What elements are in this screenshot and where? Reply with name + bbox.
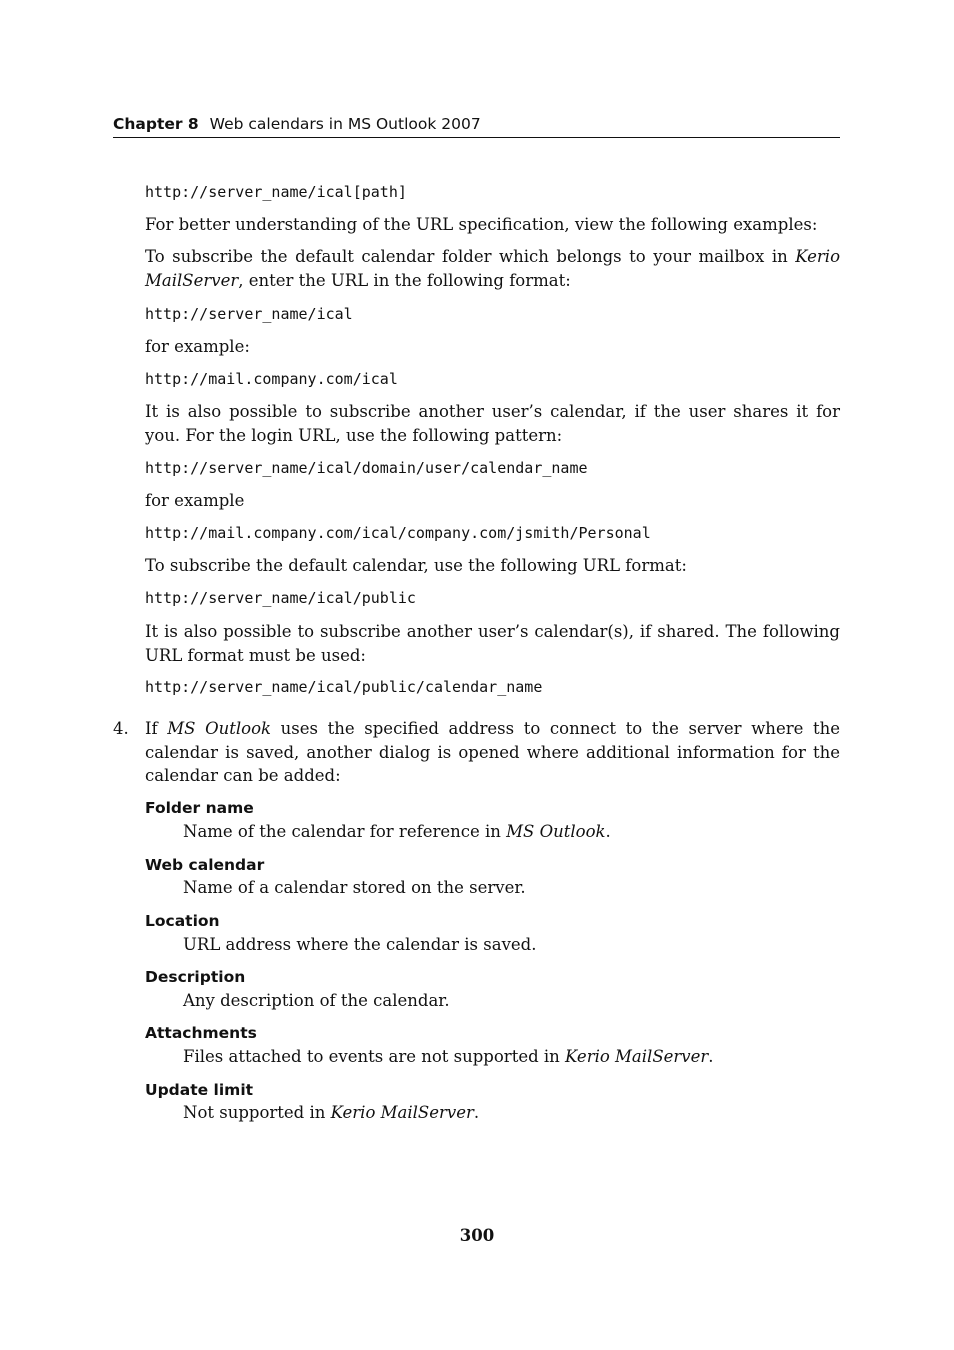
paragraph-shared: It is also possible to subscribe another user’s calendar(s), if shared. The following URL format must be used: <box>145 622 840 665</box>
term-description: Description <box>145 968 246 986</box>
paragraph-other-user: It is also possible to subscribe another user’s calendar, if the user shares it for you. For the login URL, use the following pattern: <box>145 402 840 445</box>
desc-folder-name: Name of the calendar for reference in MS Outlook. <box>183 822 611 841</box>
url-pattern-user: http://server_name/ical/domain/user/calendar_name <box>145 459 588 477</box>
term-web-calendar: Web calendar <box>145 856 265 874</box>
paragraph-default-folder: To subscribe the default calendar folder which belongs to your mailbox in Kerio MailServer, enter the URL in the following format: <box>145 247 840 290</box>
url-path: http://server_name/ical[path] <box>145 183 407 201</box>
step-4-text: If MS Outlook uses the specified address to connect to the server where the calendar is saved, another dialog is opened where additional information for the calendar can be added: <box>145 719 841 785</box>
term-folder-name: Folder name <box>145 799 254 817</box>
url-basic: http://server_name/ical <box>145 305 353 323</box>
url-public-named: http://server_name/ical/public/calendar_name <box>145 678 543 696</box>
paragraph-default-calendar: To subscribe the default calendar, use the following URL format: <box>145 556 687 575</box>
desc-web-calendar: Name of a calendar stored on the server. <box>183 878 526 897</box>
running-header <box>113 114 840 138</box>
desc-description: Any description of the calendar. <box>183 991 450 1010</box>
url-example-basic: http://mail.company.com/ical <box>145 370 398 388</box>
paragraph-for-example: for example: <box>145 337 250 356</box>
url-public: http://server_name/ical/public <box>145 589 416 607</box>
chapter-label: Chapter 8 <box>113 115 199 133</box>
step-number: 4. <box>113 719 129 738</box>
product-name: Kerio MailServer <box>145 247 840 290</box>
paragraph-for-example-2: for example <box>145 491 245 510</box>
chapter-title: Web calendars in MS Outlook 2007 <box>209 115 481 133</box>
product-name: MS Outlook <box>167 719 272 738</box>
desc-attachments: Files attached to events are not supported in Kerio MailServer. <box>183 1047 714 1066</box>
paragraph-examples: For better understanding of the URL specification, view the following examples: <box>145 215 818 234</box>
desc-location: URL address where the calendar is saved. <box>183 935 537 954</box>
page-number: 300 <box>459 1226 495 1245</box>
desc-update-limit: Not supported in Kerio MailServer. <box>183 1103 480 1122</box>
term-attachments: Attachments <box>145 1024 257 1042</box>
url-example-user: http://mail.company.com/ical/company.com/jsmith/Personal <box>145 524 651 542</box>
term-location: Location <box>145 912 220 930</box>
term-update-limit: Update limit <box>145 1081 254 1099</box>
